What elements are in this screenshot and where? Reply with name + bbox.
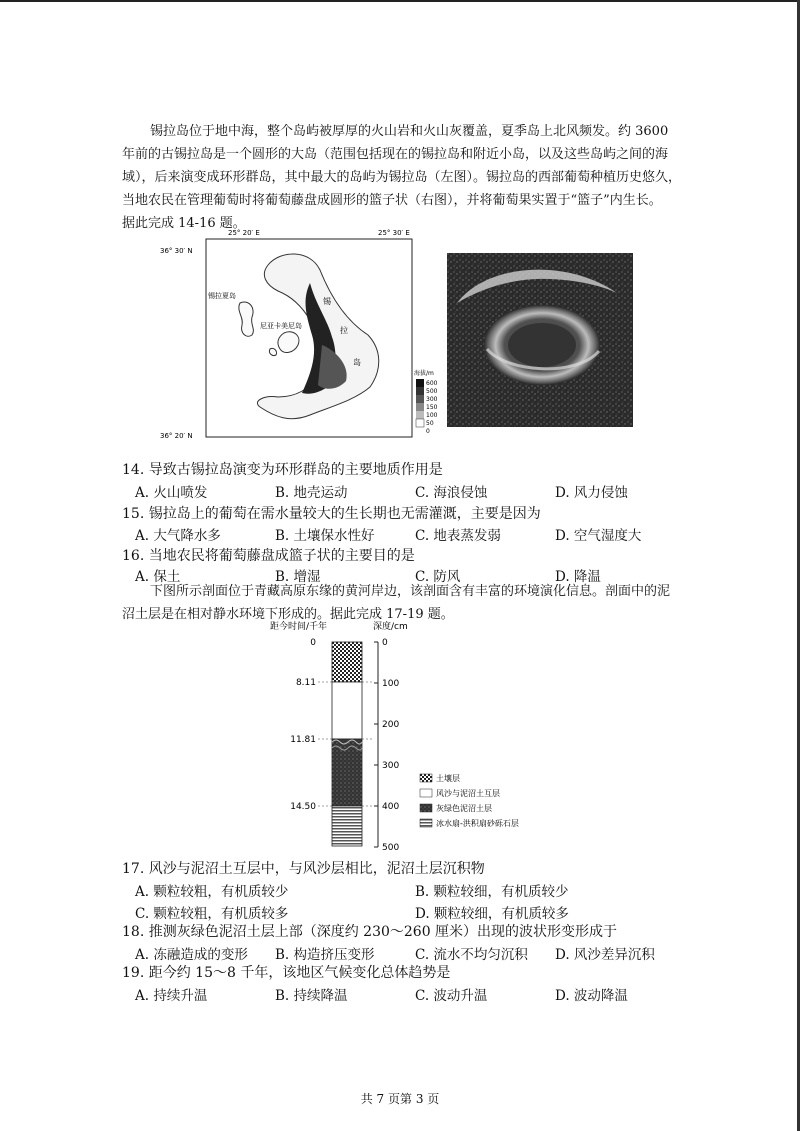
page-footer: 共 7 页第 3 页 xyxy=(360,1092,440,1106)
map-lon-left: 25° 20′ E xyxy=(228,229,260,237)
intro2-line1: 下图所示剖面位于青藏高原东缘的黄河岸边，该剖面含有丰富的环境演化信息。剖面中的泥 xyxy=(150,584,671,599)
q18-option-d[interactable]: D. 风沙差异沉积 xyxy=(555,947,655,963)
stratigraphic-profile xyxy=(260,618,560,853)
legend-title: 海拔/m xyxy=(414,370,434,377)
q14-option-d[interactable]: D. 风力侵蚀 xyxy=(555,485,628,501)
time-header: 距今时间/千年 xyxy=(270,622,328,632)
q18-stem: 18. 推测灰绿色泥沼土层上部（深度约 230～260 厘米）出现的波状形变形成于 xyxy=(122,924,618,940)
q17-option-a[interactable]: A. 颗粒较粗，有机质较少 xyxy=(135,884,289,900)
legend-marsh-swatch xyxy=(420,804,432,812)
q16-option-a[interactable]: A. 保土 xyxy=(135,569,181,585)
label-center-island: 尼亚卡美尼岛 xyxy=(260,322,302,330)
depth-header: 深度/cm xyxy=(373,622,408,632)
legend-soil-label: 土壤层 xyxy=(436,774,460,783)
scan-top-edge xyxy=(0,0,800,2)
q17-option-c[interactable]: C. 颗粒较粗，有机质较多 xyxy=(135,906,289,922)
q18-option-b[interactable]: B. 构造挤压变形 xyxy=(275,947,375,963)
q16-option-c[interactable]: C. 防风 xyxy=(415,569,461,585)
depth-label-200: 200 xyxy=(382,720,400,730)
q17-options-row1 xyxy=(135,880,695,900)
q14-options xyxy=(135,481,695,501)
q19-options xyxy=(135,984,695,1004)
intro2-line2: 沼土层是在相对静水环境下形成的。据此完成 17-19 题。 xyxy=(122,607,454,622)
time-label-14-50: 14.50 xyxy=(290,802,316,812)
legend-gravel-swatch xyxy=(420,819,432,827)
q14-stem: 14. 导致古锡拉岛演变为环形群岛的主要地质作用是 xyxy=(122,462,443,478)
depth-label-500: 500 xyxy=(382,843,400,853)
q19-option-c[interactable]: C. 波动升温 xyxy=(415,988,488,1004)
depth-ticks xyxy=(362,642,378,847)
legend-value-500: 500 xyxy=(426,388,438,395)
depth-label-400: 400 xyxy=(382,802,400,812)
intro1-line1: 锡拉岛位于地中海，整个岛屿被厚厚的火山岩和火山灰覆盖，夏季岛上北风频发。约 3600 xyxy=(150,124,669,139)
legend-swatch-4 xyxy=(416,403,424,411)
label-main-2: 拉 xyxy=(340,326,348,335)
intro1-line5: 据此完成 14-16 题。 xyxy=(122,216,246,231)
depth-label-100: 100 xyxy=(382,679,400,689)
legend-gravel-label: 冰水扇-洪积扇砂砾石层 xyxy=(436,819,519,828)
profile-legend xyxy=(420,773,519,828)
layer-gravel xyxy=(332,806,362,846)
legend-swatch-5 xyxy=(416,411,424,419)
q18-option-c[interactable]: C. 流水不均匀沉积 xyxy=(415,947,528,963)
depth-label-300: 300 xyxy=(382,761,400,771)
label-west-island: 锡拉夏岛 xyxy=(208,292,236,300)
q16-option-d[interactable]: D. 降温 xyxy=(555,569,601,585)
q15-option-c[interactable]: C. 地表蒸发弱 xyxy=(415,528,501,544)
layer-aeolian-marsh xyxy=(332,682,362,739)
q16-option-b[interactable]: B. 增湿 xyxy=(275,569,321,585)
legend-swatch-3 xyxy=(416,395,424,403)
time-label-11-81: 11.81 xyxy=(290,735,316,745)
legend-value-0: 0 xyxy=(426,428,430,435)
map-lon-right: 25° 30′ E xyxy=(378,229,410,237)
q15-stem: 15. 锡拉岛上的葡萄在需水量较大的生长期也无需灌溉，主要是因为 xyxy=(122,506,541,522)
q19-option-b[interactable]: B. 持续降温 xyxy=(275,988,348,1004)
legend-value-600: 600 xyxy=(426,380,438,387)
legend-swatch-6 xyxy=(416,419,424,427)
map-lat-top: 36° 30′ N xyxy=(160,247,193,255)
q16-stem: 16. 当地农民将葡萄藤盘成篮子状的主要目的是 xyxy=(122,548,415,564)
palea-kameni-shape xyxy=(269,348,276,355)
grape-basket-photo xyxy=(447,253,633,427)
map-lat-bottom: 36° 20′ N xyxy=(160,432,193,440)
legend-aeolian-swatch xyxy=(420,789,432,797)
q18-options xyxy=(135,943,695,963)
q15-option-b[interactable]: B. 土壤保水性好 xyxy=(275,528,375,544)
legend-value-150: 150 xyxy=(426,404,438,411)
intro1-line4: 当地农民在管理葡萄时将葡萄藤盘成圆形的篮子状（右图），并将葡萄果实置于“篮子”内生长。 xyxy=(122,193,662,208)
intro1-line2: 年前的古锡拉岛是一个圆形的大岛（范围包括现在的锡拉岛和附近小岛，以及这些岛屿之间的海 xyxy=(122,147,669,162)
time-label-8-11: 8.11 xyxy=(295,678,316,688)
legend-aeolian-label: 风沙与泥沼土互层 xyxy=(436,789,500,798)
q15-option-a[interactable]: A. 大气降水多 xyxy=(135,528,221,544)
q14-option-a[interactable]: A. 火山喷发 xyxy=(135,485,208,501)
legend-swatch-1 xyxy=(416,379,424,387)
legend-value-300: 300 xyxy=(426,396,438,403)
legend-marsh-label: 灰绿色泥沼土层 xyxy=(436,804,492,813)
q17-option-b[interactable]: B. 颗粒较细，有机质较少 xyxy=(415,884,569,900)
legend-soil-swatch xyxy=(420,774,432,782)
intro1-line3: 域），后来演变成环形群岛，其中最大的岛屿为锡拉岛（左图）。锡拉岛的西部葡萄种植历史悠久， xyxy=(122,170,682,185)
legend-value-50: 50 xyxy=(426,420,434,427)
legend-value-100: 100 xyxy=(426,412,438,419)
label-main-1: 锡 xyxy=(323,297,331,306)
intro-paragraph-1 xyxy=(122,120,682,235)
q17-stem: 17. 风沙与泥沼土互层中，与风沙层相比，泥沼土层沉积物 xyxy=(122,861,485,877)
basket-center xyxy=(508,323,576,367)
layer-soil xyxy=(332,642,362,682)
depth-label-0: 0 xyxy=(382,638,388,648)
q17-option-d[interactable]: D. 颗粒较细，有机质较多 xyxy=(415,906,569,922)
santorini-map xyxy=(160,225,440,450)
label-main-3: 岛 xyxy=(353,358,361,367)
q14-option-c[interactable]: C. 海浪侵蚀 xyxy=(415,485,488,501)
q15-option-d[interactable]: D. 空气湿度大 xyxy=(555,528,642,544)
q17-options-row2 xyxy=(135,902,695,922)
q18-option-a[interactable]: A. 冻融造成的变形 xyxy=(135,947,248,963)
q19-stem: 19. 距今约 15～8 千年，该地区气候变化总体趋势是 xyxy=(122,965,451,981)
q19-option-d[interactable]: D. 波动降温 xyxy=(555,988,628,1004)
legend-swatch-2 xyxy=(416,387,424,395)
q19-option-a[interactable]: A. 持续升温 xyxy=(135,988,208,1004)
q15-options xyxy=(135,524,695,544)
q14-option-b[interactable]: B. 地壳运动 xyxy=(275,485,348,501)
time-label-0: 0 xyxy=(310,638,316,648)
